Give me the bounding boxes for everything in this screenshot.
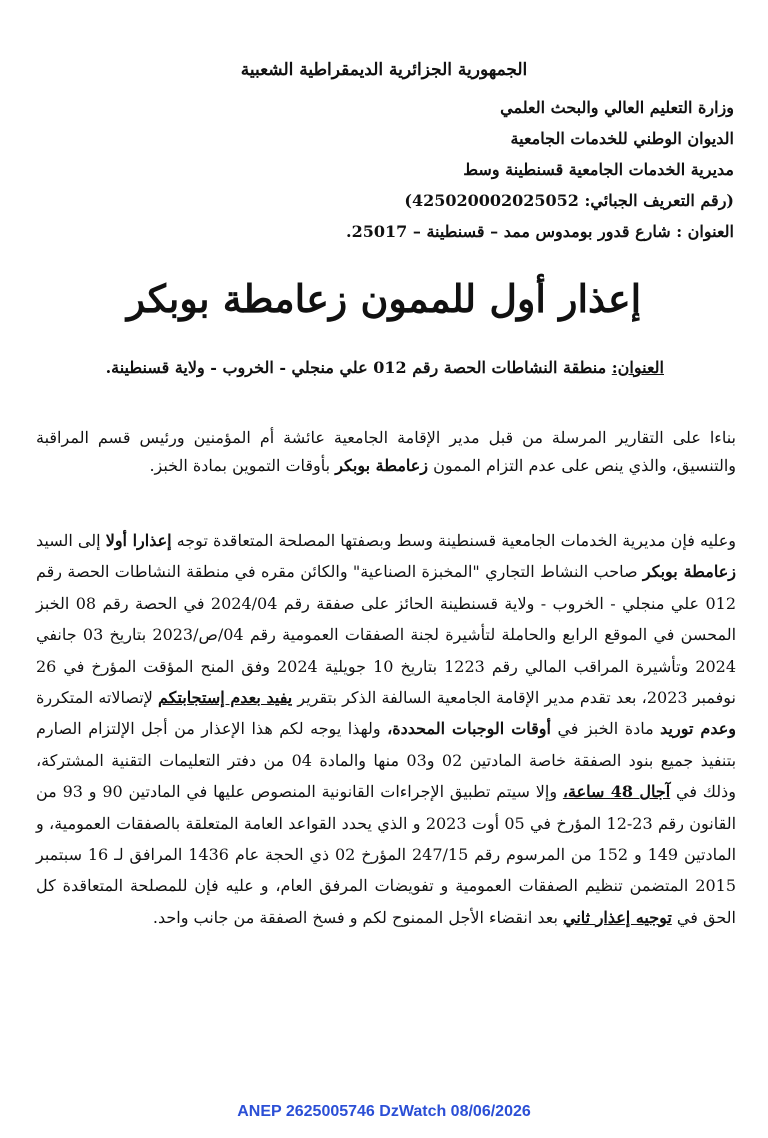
paragraph-text: لإتصالاته المتكررة	[36, 688, 159, 708]
paragraph-text: مادة الخبز في	[550, 719, 661, 739]
paragraph-text: بأوقات التموين بمادة الخبز.	[149, 456, 336, 475]
paragraph-text: إلى السيد	[36, 531, 106, 550]
no-response-emphasis: يفيد بعدم إستجابتكم	[158, 688, 293, 708]
paragraph-text: وإلا سيتم تطبيق الإجراءات القانونية المنصوص عليها في المادتين 90 و 93 من القانون رقم 23-12 المؤرخ في 05 أوت 2023 و الذي يحدد القواعد العامة المتعلقة بالصفقات العمومية، و المادتين 149 و 152 من المرسوم رقم 247/15 المؤرخ 02 ذي الحجة عام 1436 المرافق لـ 16 سبتمبر 2015 المتضمن تنظيم الصفقات العمومية و تفويضات المرفق العام، و عليه فإن للمصلحة المتعاقدة كل الحق في	[36, 782, 737, 927]
paragraph-text: ولهذا يوجه لكم هذا الإعذار من أجل الإلتزام الصارم بتنفيذ جميع بنود الصفقة خاصة المادتين 02 و03 منها والمادة 04 من دفتر التعليمات التقنية المشتركة، وذلك في	[36, 719, 737, 802]
paragraph-text: بناءا على التقارير المرسلة من قبل مدير الإقامة الجامعية عائشة أم المؤمنين ورئيس قسم المراقبة والتنسيق، والذي ينص على عدم التزام الممون	[36, 428, 736, 475]
sender-address: العنوان : شارع قدور بومدوس ممد – قسنطينة – 25017.	[346, 222, 734, 241]
paragraph-notice	[36, 525, 736, 933]
sender-header	[214, 92, 734, 247]
first-notice-emphasis: إعذارا أولا	[105, 531, 172, 550]
paragraph-text: وعليه فإن مديرية الخدمات الجامعية قسنطينة وسط وبصفتها المصلحة المتعاقدة توجه	[171, 531, 737, 550]
paragraph-intro	[36, 424, 736, 480]
paragraph-text: صاحب النشاط التجاري "المخبزة الصناعية" والكائن مقره في منطقة النشاطات الحصة رقم 012 علي منجلي - الخروب - ولاية قسنطينة الحائز على صفقة رقم 2024/04 في الحصة رقم 08 الخبز المحسن في الموقع الرابع والحاملة لتأشيرة لجنة الصفقات العمومية رقم 04/ص/2023 بتاريخ 03 جانفي 2024 وتأشيرة المراقب المالي رقم 1223 بتاريخ 10 جويلية 2024 وفق المنح المؤقت المؤرخ في 26 نوفمبر 2023، بعد تقدم مدير الإقامة الجامعية السالفة الذكر بتقرير	[36, 562, 737, 708]
tax-id: (رقم التعريف الجبائي: 425020002025052)	[404, 191, 734, 210]
supplier-name: زعامطة بوبكر	[335, 456, 429, 475]
paragraph-text: بعد انقضاء الأجل الممنوح لكم و فسخ الصفقة من جانب واحد.	[152, 907, 563, 927]
second-notice-emphasis: توجيه إعذار ثاني	[563, 907, 672, 927]
document-title: إعذار أول للممون زعامطة بوبكر	[126, 276, 642, 321]
office-name: الديوان الوطني للخدمات الجامعية	[510, 129, 734, 148]
ministry-name: وزارة التعليم العالي والبحث العلمي	[500, 98, 734, 117]
publication-reference: ANEP 2625005746 DzWatch 08/06/2026	[237, 1103, 531, 1120]
subject-label: العنوان:	[611, 358, 664, 377]
subject-text: منطقة النشاطات الحصة رقم 012 علي منجلي - الخروب - ولاية قسنطينة.	[105, 358, 612, 377]
no-supply-emphasis: وعدم توريد	[660, 719, 736, 739]
deadline-emphasis: آجال 48 ساعة،	[562, 782, 671, 802]
directorate-name: مديرية الخدمات الجامعية قسنطينة وسط	[463, 160, 734, 179]
republic-heading: الجمهورية الجزائرية الديمقراطية الشعبية	[240, 60, 528, 80]
subject-line	[64, 356, 664, 380]
supplier-name: زعامطة بوبكر	[642, 562, 737, 582]
meal-times-emphasis: أوقات الوجبات المحددة،	[387, 719, 551, 739]
